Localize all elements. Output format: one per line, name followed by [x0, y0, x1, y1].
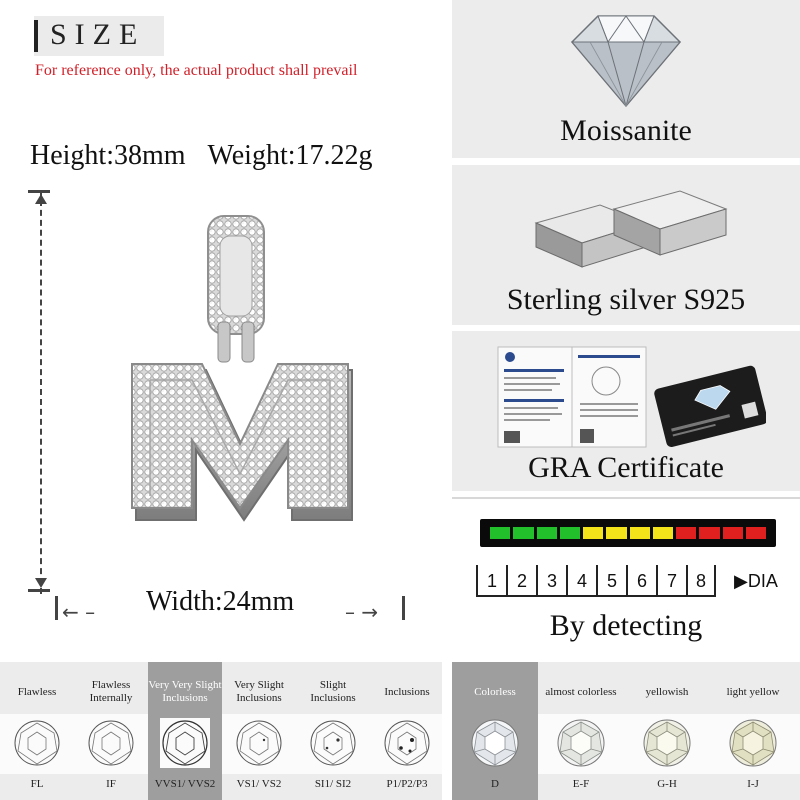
- feature-panel-silver: [452, 165, 800, 325]
- detector-unit-label: ▶DIA: [734, 571, 778, 591]
- scale-tick: 4: [566, 565, 596, 597]
- detector-segment: [699, 527, 719, 539]
- detector-segment: [583, 527, 603, 539]
- color-header: almost colorless: [545, 685, 617, 698]
- detector-segment: [676, 527, 696, 539]
- clarity-header: Inclusions: [384, 685, 430, 698]
- color-column-d: [452, 662, 538, 800]
- clarity-grade-label: VS1/ VS2: [236, 778, 282, 790]
- feature-caption-certificate: GRA Certificate: [528, 451, 724, 484]
- clarity-grade-label: FL: [30, 778, 44, 790]
- weight-label: Weight:17.22g: [207, 140, 373, 171]
- diamond-outline-icon: [234, 718, 284, 768]
- color-grade-label: E-F: [572, 778, 590, 790]
- clarity-header: Slight Inclusions: [310, 679, 356, 704]
- size-note: For reference only, the actual product shall prevail: [35, 62, 358, 79]
- scale-tick: 8: [686, 565, 716, 597]
- detector-segment: [560, 527, 580, 539]
- height-dimension-line: [40, 190, 42, 594]
- detector-segment: [537, 527, 557, 539]
- scale-tick: 5: [596, 565, 626, 597]
- color-grade-label: G-H: [657, 778, 677, 790]
- detector-segment: [606, 527, 626, 539]
- width-dimension-cap-right: [402, 596, 405, 620]
- detector-segment: [630, 527, 650, 539]
- clarity-header: Very Very Slight Inclusions: [148, 679, 222, 704]
- height-label: Height:38mm: [30, 140, 186, 171]
- clarity-header: Flawless: [17, 685, 57, 698]
- diamond-outline-icon: [308, 718, 358, 768]
- feature-panel-certificate: [452, 331, 800, 491]
- color-header: Colorless: [474, 685, 516, 698]
- width-label: Width:24mm: [146, 586, 295, 617]
- certificate-icon: [496, 341, 766, 449]
- color-column-ef: [538, 662, 624, 800]
- diamond-outline-icon: [12, 718, 62, 768]
- scale-tick: 2: [506, 565, 536, 597]
- clarity-chart: [0, 662, 442, 800]
- detector-segment: [653, 527, 673, 539]
- diamond-outline-icon: [86, 718, 136, 768]
- diamond-yellowish-icon: [642, 718, 692, 768]
- detector-scale: [476, 565, 716, 597]
- clarity-grade-label: IF: [106, 778, 116, 790]
- clarity-grade-label: SI1/ SI2: [314, 778, 352, 790]
- feature-caption-moissanite: Moissanite: [560, 114, 692, 147]
- detector-segment: [513, 527, 533, 539]
- clarity-header: Very Slight Inclusions: [234, 679, 284, 704]
- scale-tick: 7: [656, 565, 686, 597]
- clarity-column-if: [74, 662, 148, 800]
- color-grade-label: I-J: [747, 778, 759, 790]
- clarity-header: Flawless Internally: [89, 679, 133, 704]
- diamond-tester-icon: [480, 519, 776, 547]
- color-grade-chart: [452, 662, 800, 800]
- width-arrow-right-icon: – →: [345, 600, 379, 624]
- color-column-ij: [710, 662, 796, 800]
- scale-tick: 6: [626, 565, 656, 597]
- feature-panel-detecting: [452, 497, 800, 657]
- size-header-bar: [34, 20, 38, 52]
- height-dimension-cap-bottom: [28, 589, 50, 592]
- diamond-colorless-icon: [470, 718, 520, 768]
- letter-m-pendant-icon: [120, 212, 360, 522]
- size-title: SIZE: [50, 18, 146, 51]
- scale-tick: 3: [536, 565, 566, 597]
- width-dimension-cap-left: [55, 596, 58, 620]
- clarity-column-vs: [222, 662, 296, 800]
- size-header: [34, 16, 164, 56]
- clarity-column-vvs: [148, 662, 222, 800]
- color-grade-label: D: [491, 778, 499, 790]
- scale-tick: 1: [476, 565, 506, 597]
- panel-divider: [452, 497, 800, 499]
- clarity-column-si: [296, 662, 370, 800]
- diamond-almost-colorless-icon: [556, 718, 606, 768]
- feature-caption-silver: Sterling silver S925: [506, 283, 746, 316]
- diamond-icon: [568, 10, 684, 110]
- detector-segment: [746, 527, 766, 539]
- clarity-column-p: [370, 662, 444, 800]
- height-arrow-down-icon: [35, 578, 47, 588]
- clarity-grade-label: P1/P2/P3: [386, 778, 428, 790]
- diamond-light-yellow-icon: [728, 718, 778, 768]
- feature-panel-moissanite: [452, 0, 800, 158]
- dimensions-line: [30, 140, 373, 172]
- detector-segment: [723, 527, 743, 539]
- color-column-gh: [624, 662, 710, 800]
- clarity-column-fl: [0, 662, 74, 800]
- height-dimension-cap-top: [28, 190, 50, 193]
- color-header: light yellow: [726, 685, 780, 698]
- diamond-outline-icon: [160, 718, 210, 768]
- color-header: yellowish: [645, 685, 689, 698]
- diamond-outline-icon: [382, 718, 432, 768]
- clarity-grade-label: VVS1/ VVS2: [154, 778, 216, 790]
- width-arrow-left-icon: ← –: [62, 600, 96, 624]
- silver-bar-icon: [530, 183, 730, 273]
- feature-caption-detecting: By detecting: [549, 609, 703, 642]
- detector-segment: [490, 527, 510, 539]
